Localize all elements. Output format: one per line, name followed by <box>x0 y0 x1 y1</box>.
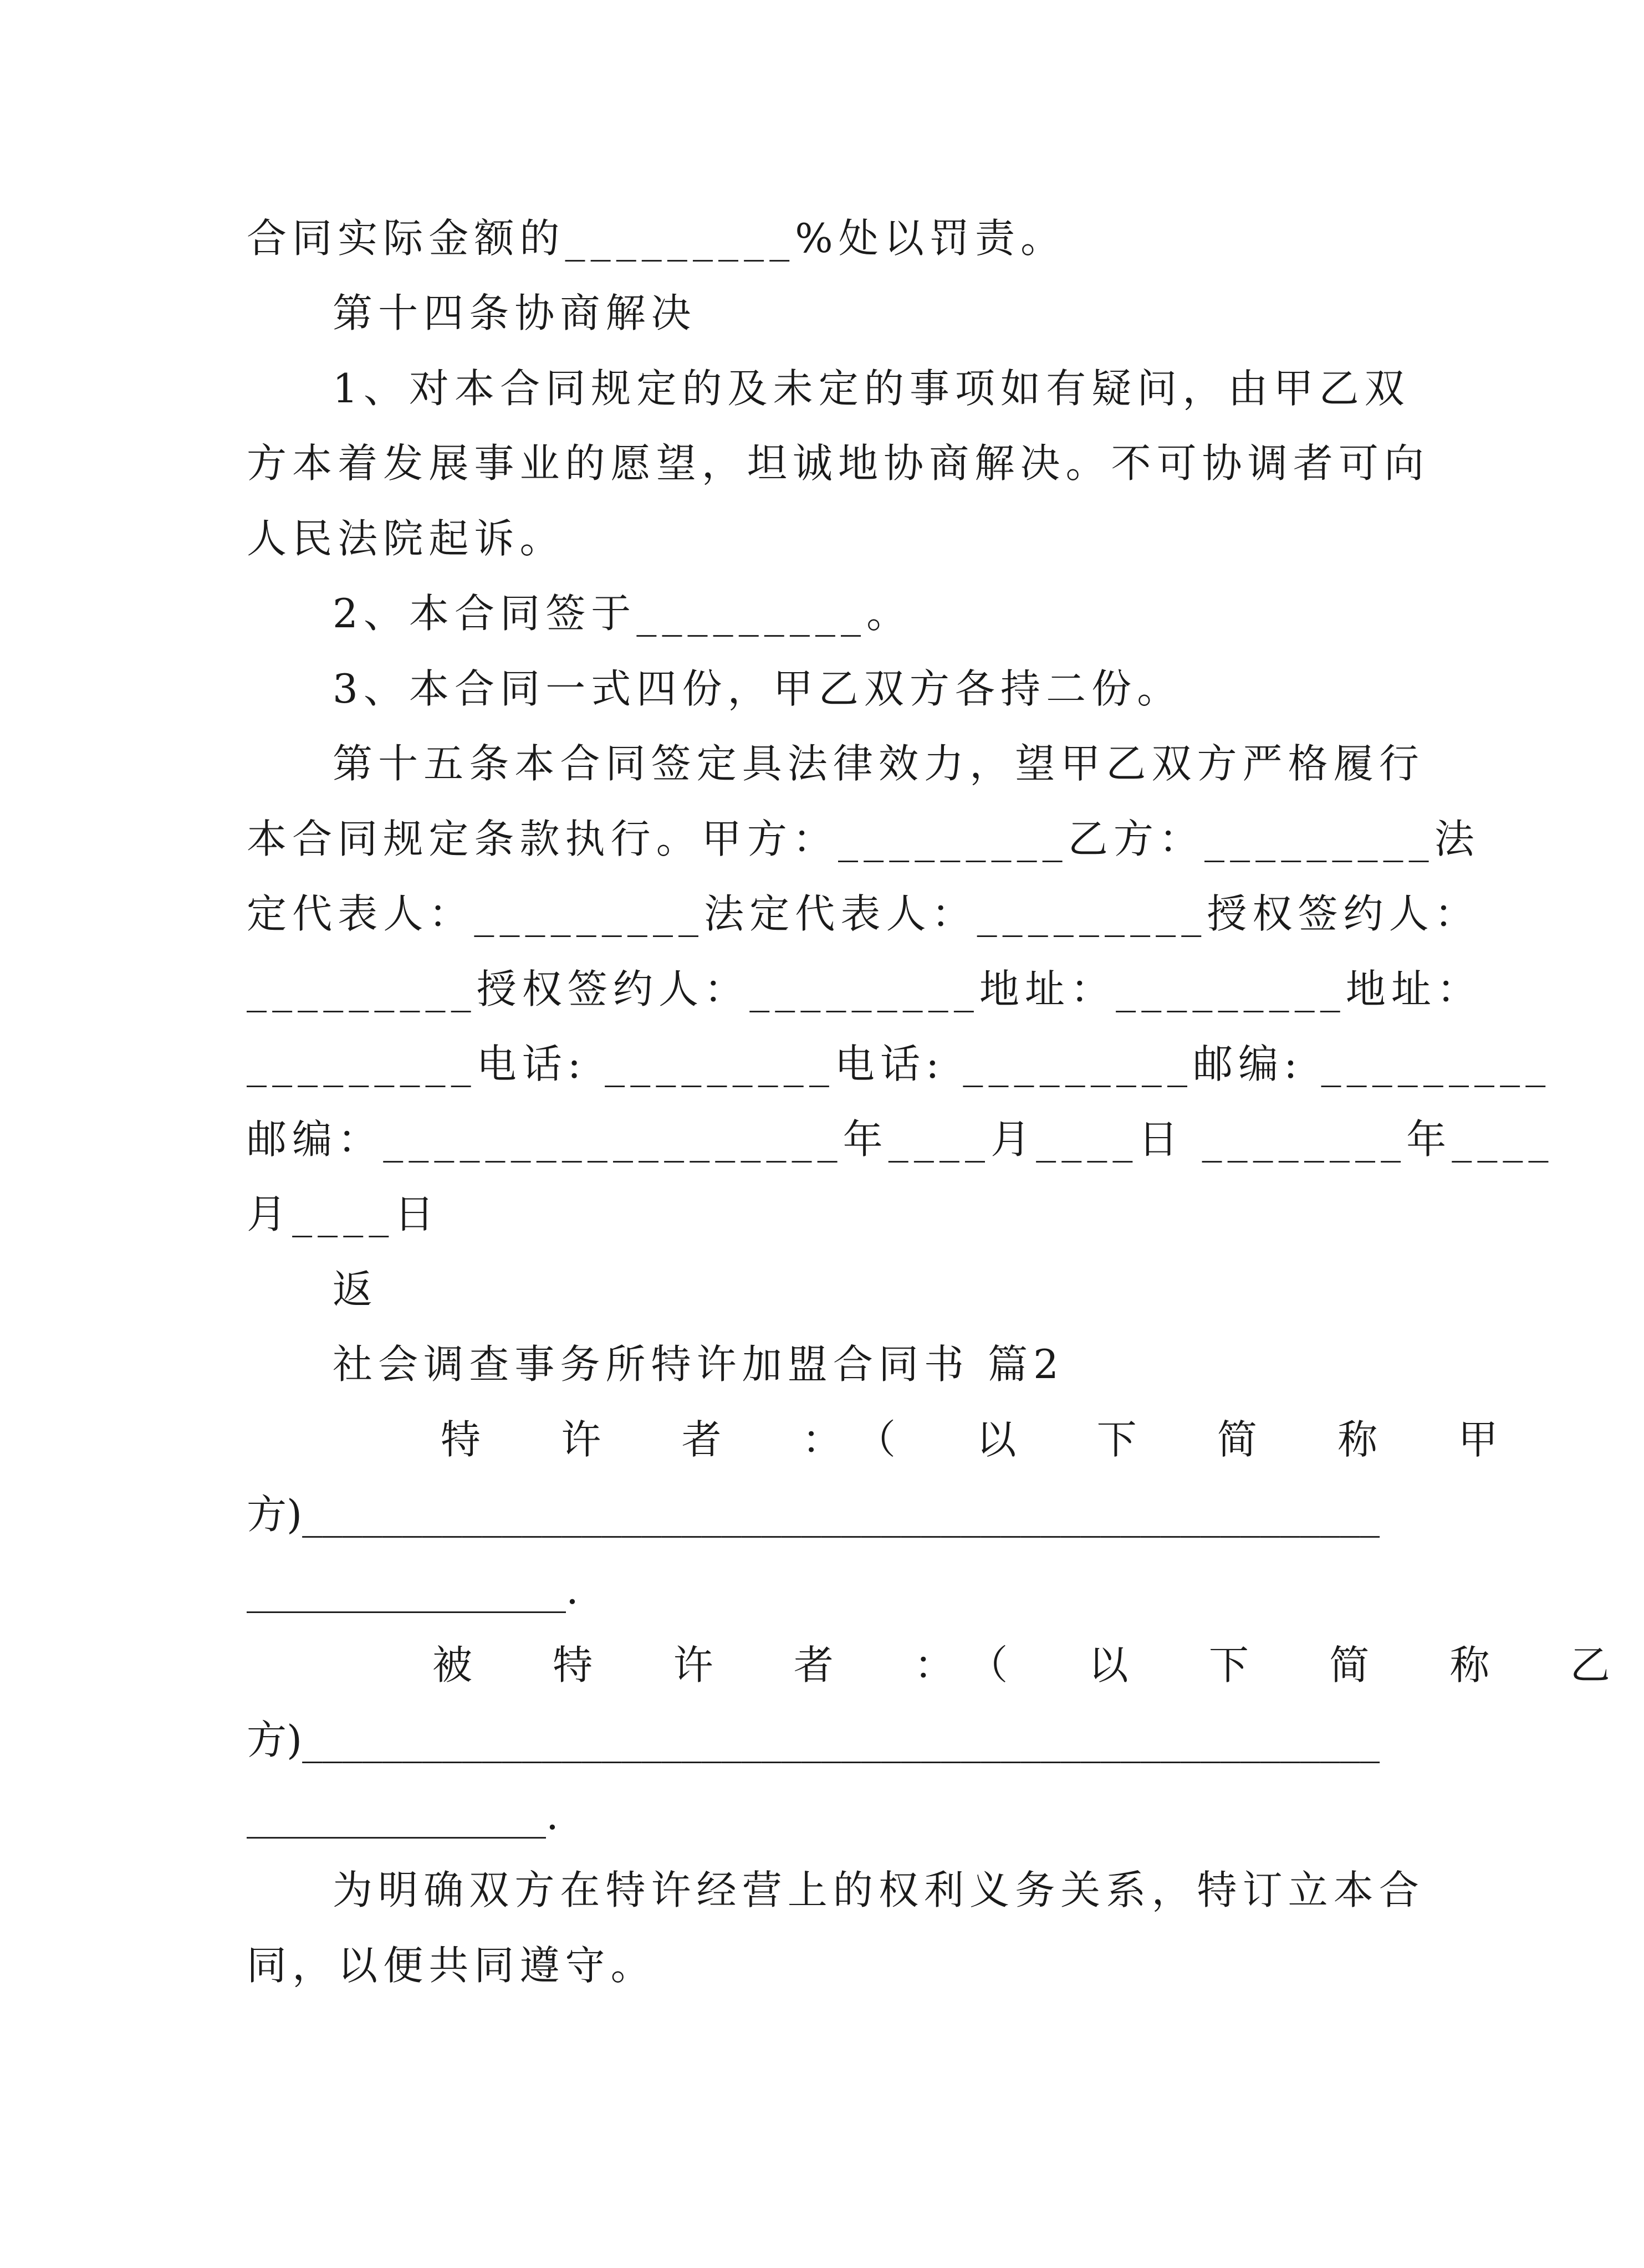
text-line-4: 方本着发展事业的愿望，坦诚地协商解决。不可协调者可向 <box>247 440 1430 487</box>
franchisee-blank-2: _______________. <box>247 1792 559 1839</box>
article-title: 社会调查事务所特许加盟合同书 篇2 <box>333 1341 1065 1388</box>
text-line-9: 本合同规定条款执行。甲方：_________乙方：_________法 <box>247 816 1480 862</box>
franchisor-label: 特 许 者 ：（ 以 下 简 称 甲 <box>441 1416 1532 1463</box>
text-line-13: 邮编：__________________年____月____日 ________年____ <box>247 1116 1554 1163</box>
franchisor-blank-1: 方)______________________________________________________ <box>247 1491 1380 1538</box>
text-line-7: 3、本合同一式四份，甲乙双方各持二份。 <box>333 665 1183 712</box>
text-line-3: 1、对本合同规定的及未定的事项如有疑问，由甲乙双 <box>333 365 1410 412</box>
text-line-6: 2、本合同签于_________。 <box>333 590 912 637</box>
text-line-24: 同，以便共同遵守。 <box>247 1942 656 1989</box>
franchisee-label: 被 特 许 者 ：（ 以 下 简 称 乙 <box>432 1642 1644 1688</box>
text-line-1: 合同实际金额的_________%处以罚责。 <box>247 215 1066 262</box>
franchisor-blank-2: ________________. <box>247 1566 579 1613</box>
return-text: 返 <box>333 1266 379 1313</box>
text-line-10: 定代表人：_________法定代表人：_________授权签约人： <box>247 890 1480 937</box>
text-line-23: 为明确双方在特许经营上的权利义务关系，特订立本合 <box>333 1867 1425 1913</box>
text-line-5: 人民法院起诉。 <box>247 515 565 562</box>
franchisee-blank-1: 方)______________________________________________________ <box>247 1717 1380 1763</box>
text-line-11: _________授权签约人：_________地址：_________地址： <box>247 966 1483 1012</box>
text-line-12: _________电话: _________电话: _________邮编: _________ <box>247 1041 1551 1087</box>
section-15-line: 第十五条本合同签定具法律效力，望甲乙双方严格履行 <box>333 740 1425 787</box>
section-heading-14: 第十四条协商解决 <box>333 290 697 336</box>
text-line-14: 月____日 <box>247 1191 440 1237</box>
